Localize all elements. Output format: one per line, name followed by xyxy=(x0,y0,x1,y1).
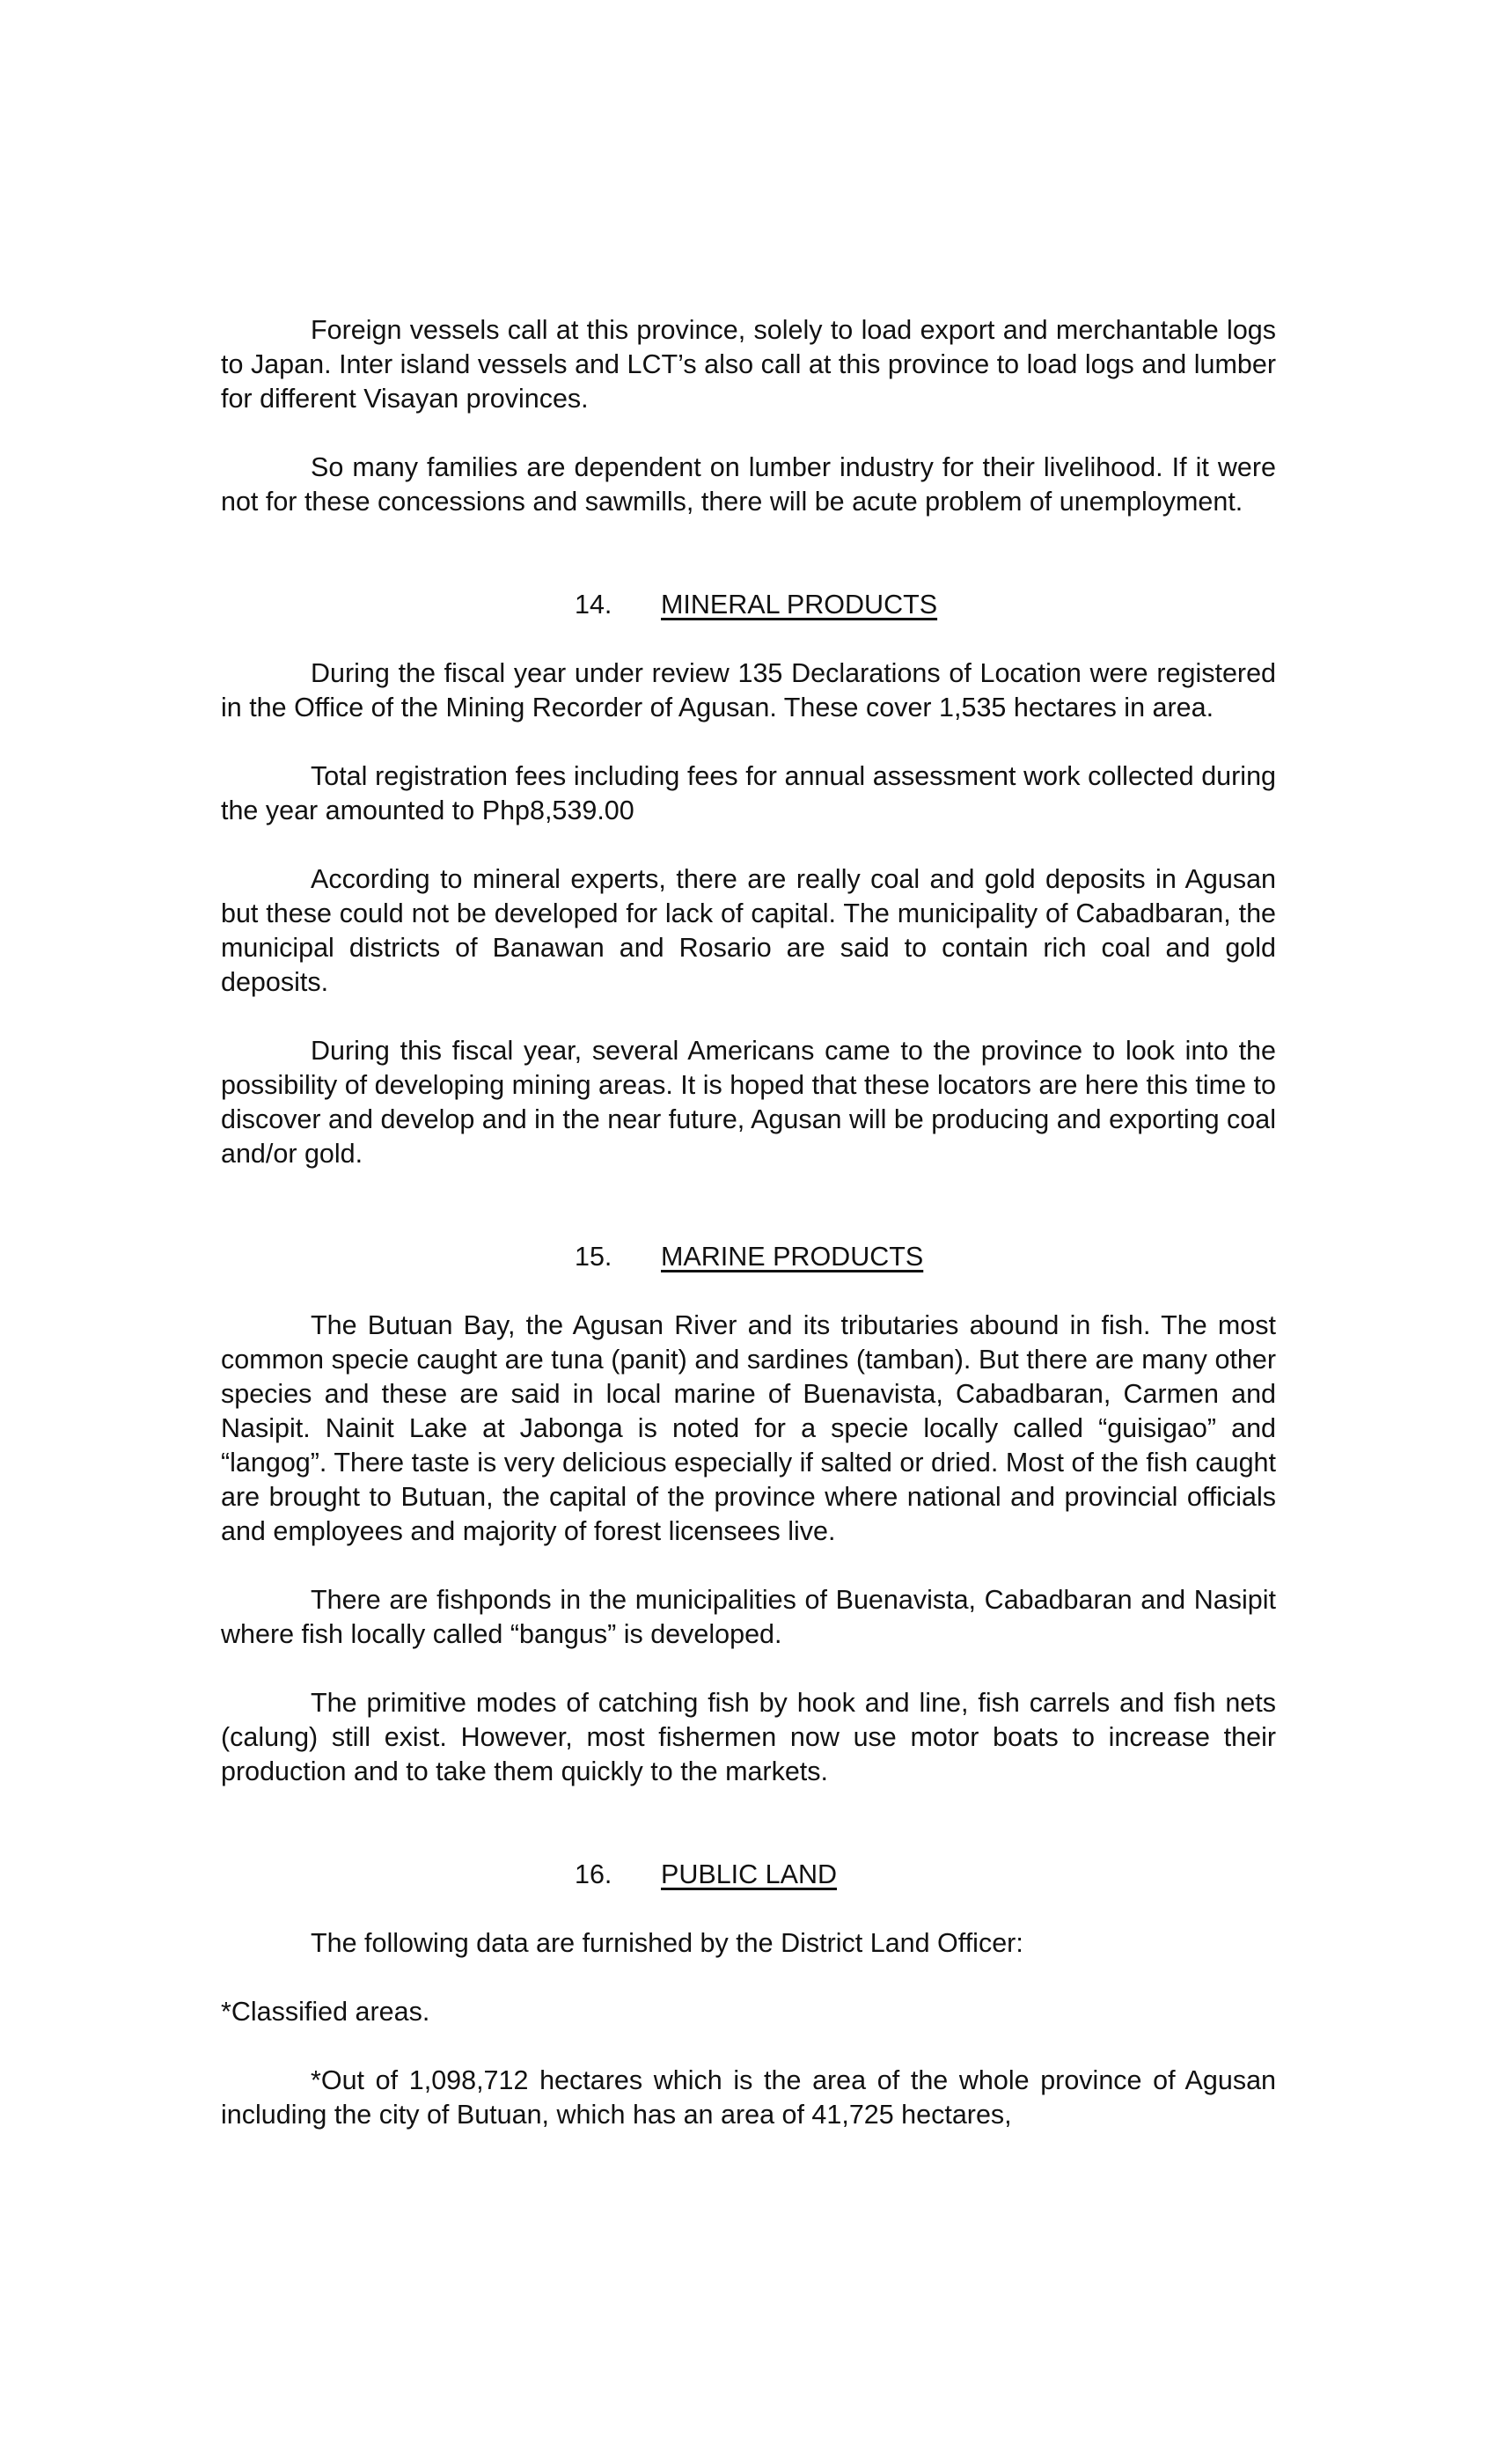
section-14-heading xyxy=(221,588,1276,622)
section-14-title: MINERAL PRODUCTS xyxy=(661,590,938,620)
section-16-classified-areas: *Classified areas. xyxy=(221,1997,430,2027)
section-15-heading xyxy=(221,1240,1276,1274)
intro-paragraph-1: Foreign vessels call at this province, solely to load export and merchantable logs to Japan. Inter island vessels and LCT’s also call at this province to load logs and lumber for different Visayan provinces. xyxy=(221,315,1276,414)
section-15-underline-pad xyxy=(923,1240,1154,1274)
section-16-underline-pad xyxy=(837,1858,900,1892)
document-page xyxy=(221,313,1276,2132)
section-15-number: 15. xyxy=(575,1242,612,1272)
section-15-title: MARINE PRODUCTS xyxy=(661,1242,924,1272)
section-16-intro: The following data are furnished by the District Land Officer: xyxy=(311,1928,1023,1958)
section-15-title-wrap xyxy=(661,1240,1154,1274)
section-16-paragraph-last: *Out of 1,098,712 hectares which is the area of the whole province of Agusan including the city of Butuan, which has an area of 41,725 hectares, xyxy=(221,2065,1276,2130)
section-14-number: 14. xyxy=(575,590,612,620)
section-14-paragraph-2: Total registration fees including fees for annual assessment work collected during the year amounted to Php8,539.00 xyxy=(221,761,1276,825)
section-15-paragraph-3: The primitive modes of catching fish by hook and line, fish carrels and fish nets (calung) still exist. However, most fishermen now use motor boats to increase their production and to take them quickly to the markets. xyxy=(221,1688,1276,1786)
intro-paragraph-2: So many families are dependent on lumber industry for their livelihood. If it were not for these concessions and sawmills, there will be acute problem of unemployment. xyxy=(221,452,1276,517)
section-14-paragraph-3: According to mineral experts, there are really coal and gold deposits in Agusan but these could not be developed for lack of capital. The municipality of Cabadbaran, the municipal districts of Banawan and Rosario are said to contain rich coal and gold deposits. xyxy=(221,864,1276,997)
section-16-title: PUBLIC LAND xyxy=(661,1859,838,1889)
section-15-paragraph-1: The Butuan Bay, the Agusan River and its tributaries abound in fish. The most common specie caught are tuna (panit) and sardines (tamban). But there are many other species and these are said in local marine of Buenavista, Cabadbaran, Carmen and Nasipit. Nainit Lake at Jabonga is noted for a specie locally called “guisigao” and “langog”. There taste is very delicious especially if salted or dried. Most of the fish caught are brought to Butuan, the capital of the province where national and provincial officials and employees and majority of forest licensees live. xyxy=(221,1310,1276,1546)
section-16-number: 16. xyxy=(575,1859,612,1889)
section-16-heading xyxy=(221,1858,1276,1892)
section-14-paragraph-1: During the fiscal year under review 135 Declarations of Location were registered in the Office of the Mining Recorder of Agusan. These cover 1,535 hectares in area. xyxy=(221,658,1276,722)
section-14-paragraph-4: During this fiscal year, several Americans came to the province to look into the possibility of developing mining areas. It is hoped that these locators are here this time to discover and develop and in the near future, Agusan will be producing and exporting coal and/or gold. xyxy=(221,1036,1276,1169)
section-16-title-wrap xyxy=(661,1858,900,1892)
section-15-paragraph-2: There are fishponds in the municipalities of Buenavista, Cabadbaran and Nasipit where fish locally called “bangus” is developed. xyxy=(221,1585,1276,1649)
